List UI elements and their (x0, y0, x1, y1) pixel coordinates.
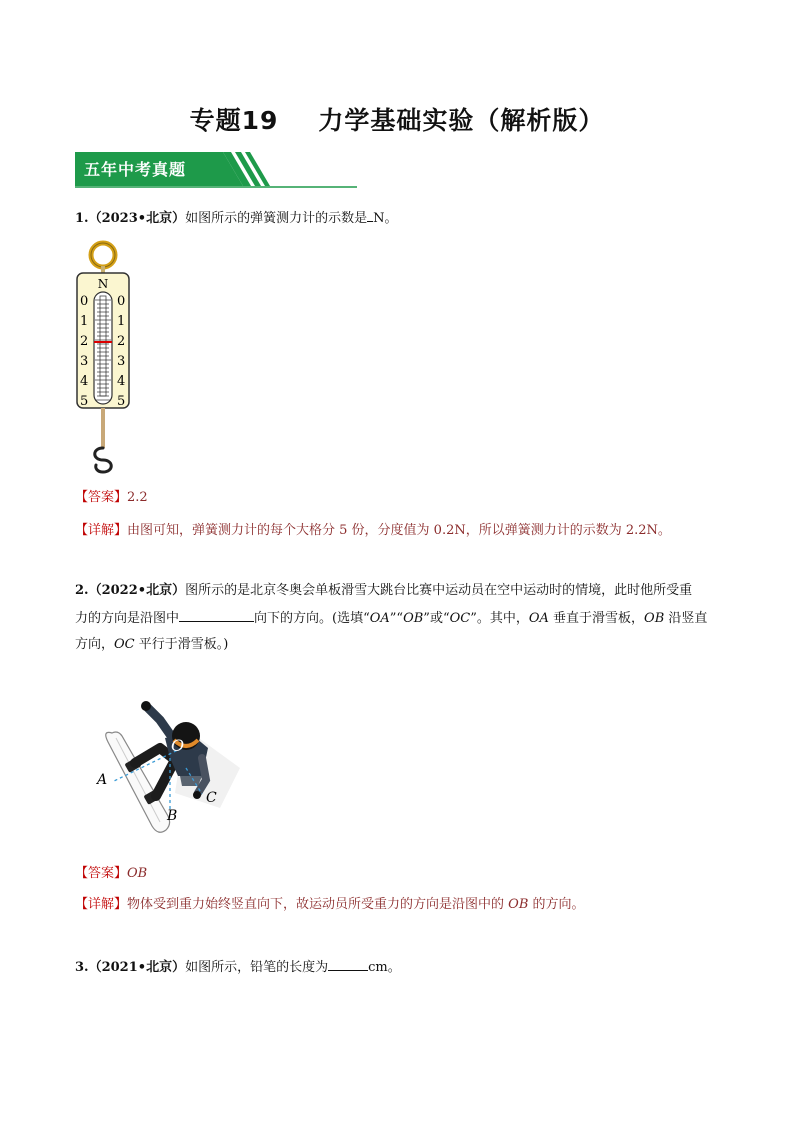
question-text-tail: cm。 (368, 960, 401, 975)
question-text: 如图所示，铅笔的长度为 (185, 960, 329, 975)
question-source: （2021•北京） (88, 960, 186, 975)
question-3 (75, 956, 401, 978)
question-number: 2. (75, 583, 89, 598)
tick-label-left: 2 (80, 334, 89, 349)
quote-separator: ”“ (389, 611, 404, 626)
detail-2 (75, 893, 585, 912)
point-b-label: B (167, 808, 178, 824)
question-number: 3. (75, 960, 89, 975)
detail-tag: 【详解】 (75, 897, 128, 912)
answer-1 (75, 486, 148, 505)
question-text: 力的方向是沿图中 (75, 611, 180, 626)
answer-blank (328, 956, 368, 971)
tick-label-left: 1 (80, 314, 89, 329)
question-source: （2023•北京） (88, 211, 186, 226)
question-text: 如图所示的弹簧测力计的示数是 (185, 211, 368, 226)
point-o-label: O (171, 736, 185, 755)
answer-value: OB (127, 866, 148, 881)
snowboarder-figure (90, 698, 250, 838)
tick-label-right: 5 (117, 394, 126, 409)
answer-blank (179, 607, 254, 622)
tick-label-left: 3 (80, 354, 89, 369)
question-1 (75, 207, 397, 229)
option-ob: OB (403, 611, 424, 626)
tick-label-left: 5 (80, 394, 89, 409)
detail-text-tail: 的方向。 (528, 897, 585, 912)
detail-text: 由图可知，弹簧测力计的每个大格分 5 份，分度值为 0.2N，所以弹簧测力计的示数为 2.2N。 (127, 523, 671, 538)
answer-tag: 【答案】 (75, 866, 128, 881)
spring-scale-figure (70, 240, 140, 475)
point-c-label: C (206, 790, 217, 806)
quote-or: ”或“ (423, 611, 450, 626)
question-text: ”。其中， (470, 611, 529, 626)
tick-label-right: 3 (117, 354, 126, 369)
question-text: 图所示的是北京冬奥会单板滑雪大跳台比赛中运动员在空中运动时的情境，此时他所受重 (185, 583, 693, 598)
section-label: 五年中考真题 (84, 160, 187, 179)
question-source: （2022•北京） (88, 583, 186, 598)
title-topic: 专题19 (189, 106, 279, 135)
answer-tag: 【答案】 (75, 490, 128, 505)
detail-emphasis: OB (508, 897, 529, 912)
page-title (0, 101, 794, 137)
question-number: 1. (75, 211, 89, 226)
label-oa: OA (528, 611, 549, 626)
option-oc: OC (449, 611, 471, 626)
answer-2 (75, 862, 147, 881)
question-text: 向下的方向。(选填“ (254, 611, 370, 626)
detail-1 (75, 519, 671, 538)
tick-label-left: 0 (80, 294, 89, 309)
detail-text: 物体受到重力始终竖直向下，故运动员所受重力的方向是沿图中的 (127, 897, 509, 912)
detail-tag: 【详解】 (75, 523, 128, 538)
question-2 (75, 581, 735, 655)
tick-label-right: 0 (117, 294, 126, 309)
label-oc: OC (114, 637, 135, 652)
tick-label-right: 4 (117, 374, 126, 389)
tick-label-left: 4 (80, 374, 89, 389)
question-text: 平行于滑雪板。) (134, 637, 229, 652)
question-text: 垂直于滑雪板， (548, 611, 645, 626)
tick-label-right: 2 (117, 334, 126, 349)
question-text: 方向， (75, 637, 115, 652)
question-text-tail: N。 (373, 211, 398, 226)
question-text: 沿竖直 (664, 611, 708, 626)
scale-unit: N (97, 277, 109, 291)
tick-label-right: 1 (117, 314, 126, 329)
title-subject: 力学基础实验（解析版） (318, 106, 605, 135)
answer-value: 2.2 (127, 490, 148, 505)
point-a-label: A (97, 772, 108, 788)
option-oa: OA (369, 611, 390, 626)
label-ob: OB (644, 611, 665, 626)
scale-hook (95, 448, 112, 472)
